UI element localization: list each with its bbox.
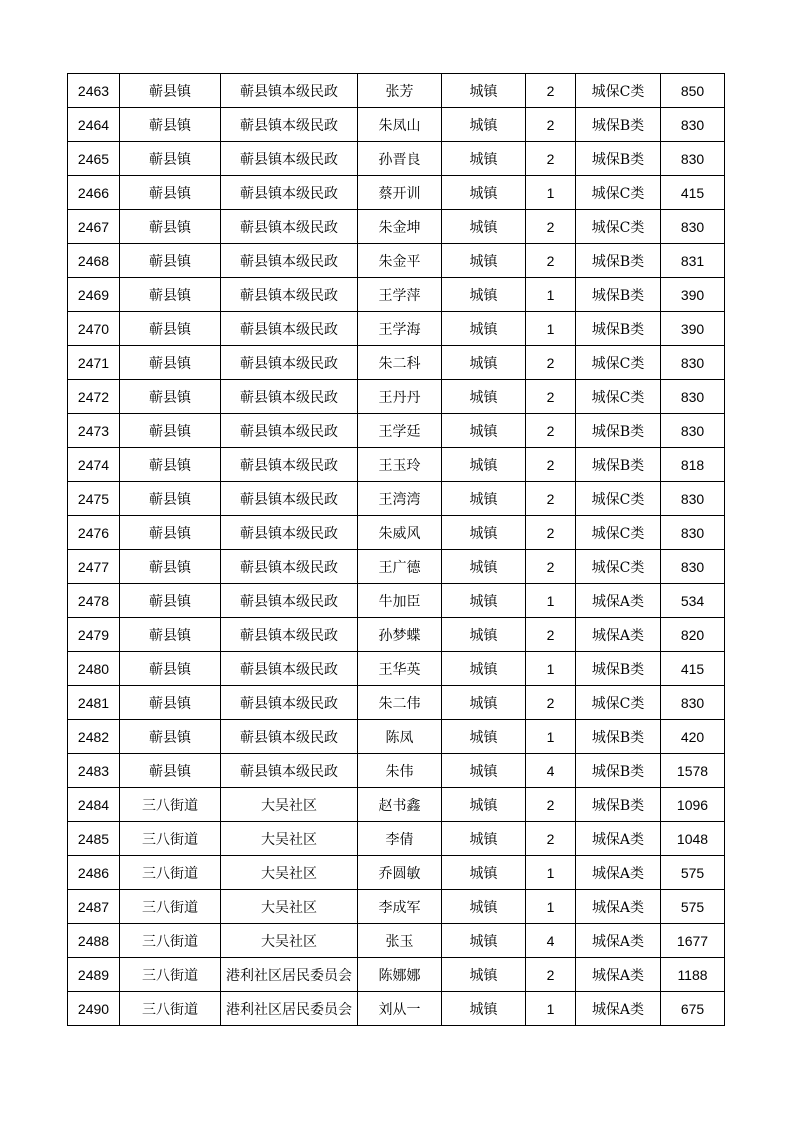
cell-id: 2472 bbox=[68, 380, 120, 414]
cell-count: 1 bbox=[526, 312, 576, 346]
cell-area: 城镇 bbox=[442, 992, 526, 1026]
cell-town: 蕲县镇 bbox=[120, 244, 221, 278]
cell-count: 2 bbox=[526, 380, 576, 414]
cell-amount: 390 bbox=[661, 278, 725, 312]
cell-count: 2 bbox=[526, 618, 576, 652]
cell-count: 2 bbox=[526, 346, 576, 380]
cell-area: 城镇 bbox=[442, 312, 526, 346]
cell-area: 城镇 bbox=[442, 618, 526, 652]
cell-category: 城保C类 bbox=[576, 176, 661, 210]
cell-category: 城保B类 bbox=[576, 754, 661, 788]
cell-name: 王丹丹 bbox=[358, 380, 442, 414]
cell-category: 城保A类 bbox=[576, 958, 661, 992]
cell-amount: 675 bbox=[661, 992, 725, 1026]
cell-count: 2 bbox=[526, 788, 576, 822]
table-row bbox=[68, 448, 725, 482]
cell-unit: 蕲县镇本级民政 bbox=[221, 618, 358, 652]
cell-town: 蕲县镇 bbox=[120, 550, 221, 584]
cell-category: 城保A类 bbox=[576, 618, 661, 652]
cell-area: 城镇 bbox=[442, 210, 526, 244]
cell-area: 城镇 bbox=[442, 686, 526, 720]
cell-area: 城镇 bbox=[442, 890, 526, 924]
cell-count: 1 bbox=[526, 720, 576, 754]
cell-unit: 港利社区居民委员会 bbox=[221, 992, 358, 1026]
table-row bbox=[68, 278, 725, 312]
cell-town: 蕲县镇 bbox=[120, 142, 221, 176]
cell-category: 城保B类 bbox=[576, 108, 661, 142]
cell-name: 王玉玲 bbox=[358, 448, 442, 482]
cell-id: 2484 bbox=[68, 788, 120, 822]
cell-unit: 蕲县镇本级民政 bbox=[221, 312, 358, 346]
cell-name: 牛加臣 bbox=[358, 584, 442, 618]
cell-name: 赵书鑫 bbox=[358, 788, 442, 822]
cell-count: 1 bbox=[526, 856, 576, 890]
cell-count: 2 bbox=[526, 686, 576, 720]
cell-count: 1 bbox=[526, 652, 576, 686]
cell-name: 张玉 bbox=[358, 924, 442, 958]
table-row bbox=[68, 788, 725, 822]
cell-area: 城镇 bbox=[442, 720, 526, 754]
cell-area: 城镇 bbox=[442, 278, 526, 312]
cell-id: 2469 bbox=[68, 278, 120, 312]
cell-unit: 港利社区居民委员会 bbox=[221, 958, 358, 992]
allowance-table bbox=[67, 73, 725, 1026]
cell-unit: 蕲县镇本级民政 bbox=[221, 380, 358, 414]
cell-town: 三八街道 bbox=[120, 924, 221, 958]
cell-area: 城镇 bbox=[442, 856, 526, 890]
cell-town: 蕲县镇 bbox=[120, 210, 221, 244]
cell-town: 蕲县镇 bbox=[120, 754, 221, 788]
cell-amount: 830 bbox=[661, 482, 725, 516]
cell-amount: 1048 bbox=[661, 822, 725, 856]
cell-area: 城镇 bbox=[442, 652, 526, 686]
cell-id: 2477 bbox=[68, 550, 120, 584]
cell-town: 蕲县镇 bbox=[120, 652, 221, 686]
cell-unit: 大吴社区 bbox=[221, 856, 358, 890]
cell-town: 蕲县镇 bbox=[120, 346, 221, 380]
cell-name: 王学廷 bbox=[358, 414, 442, 448]
cell-id: 2470 bbox=[68, 312, 120, 346]
cell-unit: 蕲县镇本级民政 bbox=[221, 448, 358, 482]
table-row bbox=[68, 958, 725, 992]
cell-name: 蔡开训 bbox=[358, 176, 442, 210]
cell-category: 城保B类 bbox=[576, 448, 661, 482]
cell-category: 城保C类 bbox=[576, 516, 661, 550]
cell-name: 朱威风 bbox=[358, 516, 442, 550]
table-row bbox=[68, 380, 725, 414]
cell-category: 城保B类 bbox=[576, 720, 661, 754]
cell-id: 2489 bbox=[68, 958, 120, 992]
table-row bbox=[68, 822, 725, 856]
table-row bbox=[68, 312, 725, 346]
cell-amount: 830 bbox=[661, 686, 725, 720]
cell-unit: 蕲县镇本级民政 bbox=[221, 414, 358, 448]
cell-id: 2473 bbox=[68, 414, 120, 448]
table-row bbox=[68, 414, 725, 448]
cell-area: 城镇 bbox=[442, 380, 526, 414]
table-row bbox=[68, 618, 725, 652]
cell-id: 2487 bbox=[68, 890, 120, 924]
cell-category: 城保C类 bbox=[576, 346, 661, 380]
cell-category: 城保A类 bbox=[576, 992, 661, 1026]
cell-amount: 830 bbox=[661, 346, 725, 380]
cell-area: 城镇 bbox=[442, 958, 526, 992]
cell-count: 1 bbox=[526, 992, 576, 1026]
cell-count: 1 bbox=[526, 176, 576, 210]
cell-id: 2479 bbox=[68, 618, 120, 652]
cell-amount: 1677 bbox=[661, 924, 725, 958]
cell-unit: 蕲县镇本级民政 bbox=[221, 142, 358, 176]
cell-town: 三八街道 bbox=[120, 788, 221, 822]
cell-amount: 830 bbox=[661, 142, 725, 176]
cell-unit: 蕲县镇本级民政 bbox=[221, 652, 358, 686]
cell-town: 蕲县镇 bbox=[120, 686, 221, 720]
cell-amount: 390 bbox=[661, 312, 725, 346]
cell-name: 朱金坤 bbox=[358, 210, 442, 244]
cell-town: 蕲县镇 bbox=[120, 516, 221, 550]
cell-category: 城保C类 bbox=[576, 550, 661, 584]
cell-unit: 大吴社区 bbox=[221, 788, 358, 822]
cell-id: 2475 bbox=[68, 482, 120, 516]
cell-name: 乔圆敏 bbox=[358, 856, 442, 890]
cell-category: 城保C类 bbox=[576, 74, 661, 108]
table-row bbox=[68, 550, 725, 584]
cell-unit: 蕲县镇本级民政 bbox=[221, 278, 358, 312]
cell-town: 三八街道 bbox=[120, 992, 221, 1026]
cell-town: 蕲县镇 bbox=[120, 108, 221, 142]
cell-unit: 蕲县镇本级民政 bbox=[221, 108, 358, 142]
cell-unit: 蕲县镇本级民政 bbox=[221, 516, 358, 550]
cell-area: 城镇 bbox=[442, 244, 526, 278]
cell-name: 朱二伟 bbox=[358, 686, 442, 720]
table-row bbox=[68, 108, 725, 142]
cell-town: 三八街道 bbox=[120, 890, 221, 924]
cell-count: 2 bbox=[526, 822, 576, 856]
cell-name: 朱伟 bbox=[358, 754, 442, 788]
cell-count: 1 bbox=[526, 584, 576, 618]
table-row bbox=[68, 856, 725, 890]
cell-id: 2478 bbox=[68, 584, 120, 618]
cell-category: 城保C类 bbox=[576, 482, 661, 516]
cell-unit: 蕲县镇本级民政 bbox=[221, 244, 358, 278]
cell-amount: 830 bbox=[661, 516, 725, 550]
table-row bbox=[68, 210, 725, 244]
cell-area: 城镇 bbox=[442, 754, 526, 788]
cell-id: 2474 bbox=[68, 448, 120, 482]
cell-count: 1 bbox=[526, 890, 576, 924]
cell-name: 朱二科 bbox=[358, 346, 442, 380]
cell-category: 城保B类 bbox=[576, 244, 661, 278]
cell-id: 2486 bbox=[68, 856, 120, 890]
cell-name: 朱凤山 bbox=[358, 108, 442, 142]
cell-name: 孙梦蝶 bbox=[358, 618, 442, 652]
cell-town: 蕲县镇 bbox=[120, 618, 221, 652]
table-row bbox=[68, 516, 725, 550]
table-row bbox=[68, 176, 725, 210]
cell-category: 城保A类 bbox=[576, 924, 661, 958]
cell-name: 孙晋良 bbox=[358, 142, 442, 176]
cell-amount: 830 bbox=[661, 550, 725, 584]
cell-name: 王广德 bbox=[358, 550, 442, 584]
table-body bbox=[68, 74, 725, 1026]
cell-name: 朱金平 bbox=[358, 244, 442, 278]
cell-count: 2 bbox=[526, 482, 576, 516]
cell-amount: 415 bbox=[661, 176, 725, 210]
cell-name: 李成军 bbox=[358, 890, 442, 924]
cell-unit: 蕲县镇本级民政 bbox=[221, 210, 358, 244]
cell-name: 王湾湾 bbox=[358, 482, 442, 516]
table-row bbox=[68, 754, 725, 788]
cell-area: 城镇 bbox=[442, 550, 526, 584]
cell-count: 4 bbox=[526, 754, 576, 788]
cell-unit: 蕲县镇本级民政 bbox=[221, 720, 358, 754]
cell-name: 王华英 bbox=[358, 652, 442, 686]
cell-amount: 820 bbox=[661, 618, 725, 652]
cell-id: 2471 bbox=[68, 346, 120, 380]
cell-count: 2 bbox=[526, 448, 576, 482]
table-row bbox=[68, 924, 725, 958]
cell-category: 城保A类 bbox=[576, 822, 661, 856]
cell-count: 2 bbox=[526, 74, 576, 108]
cell-amount: 830 bbox=[661, 414, 725, 448]
table-row bbox=[68, 720, 725, 754]
cell-name: 李倩 bbox=[358, 822, 442, 856]
cell-area: 城镇 bbox=[442, 924, 526, 958]
cell-name: 王学海 bbox=[358, 312, 442, 346]
cell-area: 城镇 bbox=[442, 414, 526, 448]
cell-unit: 蕲县镇本级民政 bbox=[221, 482, 358, 516]
cell-area: 城镇 bbox=[442, 584, 526, 618]
cell-amount: 1578 bbox=[661, 754, 725, 788]
cell-amount: 818 bbox=[661, 448, 725, 482]
cell-category: 城保A类 bbox=[576, 584, 661, 618]
cell-town: 蕲县镇 bbox=[120, 720, 221, 754]
cell-id: 2476 bbox=[68, 516, 120, 550]
cell-town: 蕲县镇 bbox=[120, 414, 221, 448]
cell-count: 1 bbox=[526, 278, 576, 312]
cell-area: 城镇 bbox=[442, 346, 526, 380]
cell-category: 城保B类 bbox=[576, 142, 661, 176]
cell-name: 陈娜娜 bbox=[358, 958, 442, 992]
cell-area: 城镇 bbox=[442, 142, 526, 176]
cell-unit: 蕲县镇本级民政 bbox=[221, 550, 358, 584]
cell-count: 2 bbox=[526, 210, 576, 244]
cell-area: 城镇 bbox=[442, 108, 526, 142]
cell-amount: 420 bbox=[661, 720, 725, 754]
cell-area: 城镇 bbox=[442, 448, 526, 482]
table-row bbox=[68, 652, 725, 686]
cell-name: 张芳 bbox=[358, 74, 442, 108]
cell-town: 三八街道 bbox=[120, 856, 221, 890]
cell-amount: 830 bbox=[661, 380, 725, 414]
cell-amount: 415 bbox=[661, 652, 725, 686]
cell-name: 王学萍 bbox=[358, 278, 442, 312]
cell-amount: 830 bbox=[661, 108, 725, 142]
cell-name: 陈凤 bbox=[358, 720, 442, 754]
cell-town: 蕲县镇 bbox=[120, 482, 221, 516]
table-row bbox=[68, 244, 725, 278]
cell-count: 2 bbox=[526, 108, 576, 142]
cell-count: 2 bbox=[526, 550, 576, 584]
cell-amount: 850 bbox=[661, 74, 725, 108]
table-row bbox=[68, 74, 725, 108]
cell-id: 2468 bbox=[68, 244, 120, 278]
cell-amount: 575 bbox=[661, 856, 725, 890]
table-row bbox=[68, 346, 725, 380]
cell-amount: 1096 bbox=[661, 788, 725, 822]
cell-count: 2 bbox=[526, 516, 576, 550]
cell-id: 2490 bbox=[68, 992, 120, 1026]
table-row bbox=[68, 992, 725, 1026]
cell-id: 2488 bbox=[68, 924, 120, 958]
cell-unit: 蕲县镇本级民政 bbox=[221, 584, 358, 618]
table-row bbox=[68, 686, 725, 720]
cell-town: 蕲县镇 bbox=[120, 312, 221, 346]
cell-unit: 大吴社区 bbox=[221, 924, 358, 958]
table-row bbox=[68, 142, 725, 176]
cell-unit: 蕲县镇本级民政 bbox=[221, 74, 358, 108]
cell-amount: 1188 bbox=[661, 958, 725, 992]
cell-unit: 大吴社区 bbox=[221, 822, 358, 856]
cell-area: 城镇 bbox=[442, 822, 526, 856]
cell-id: 2482 bbox=[68, 720, 120, 754]
cell-id: 2463 bbox=[68, 74, 120, 108]
cell-id: 2483 bbox=[68, 754, 120, 788]
cell-area: 城镇 bbox=[442, 176, 526, 210]
cell-town: 蕲县镇 bbox=[120, 448, 221, 482]
cell-category: 城保C类 bbox=[576, 686, 661, 720]
cell-count: 2 bbox=[526, 958, 576, 992]
cell-area: 城镇 bbox=[442, 516, 526, 550]
table-row bbox=[68, 482, 725, 516]
cell-town: 蕲县镇 bbox=[120, 176, 221, 210]
cell-count: 2 bbox=[526, 244, 576, 278]
cell-amount: 830 bbox=[661, 210, 725, 244]
table-row bbox=[68, 584, 725, 618]
cell-id: 2481 bbox=[68, 686, 120, 720]
cell-town: 蕲县镇 bbox=[120, 74, 221, 108]
cell-area: 城镇 bbox=[442, 788, 526, 822]
cell-category: 城保A类 bbox=[576, 856, 661, 890]
cell-category: 城保B类 bbox=[576, 278, 661, 312]
cell-area: 城镇 bbox=[442, 482, 526, 516]
cell-id: 2485 bbox=[68, 822, 120, 856]
cell-id: 2465 bbox=[68, 142, 120, 176]
cell-area: 城镇 bbox=[442, 74, 526, 108]
cell-town: 蕲县镇 bbox=[120, 278, 221, 312]
cell-count: 2 bbox=[526, 414, 576, 448]
cell-category: 城保A类 bbox=[576, 890, 661, 924]
cell-amount: 534 bbox=[661, 584, 725, 618]
cell-category: 城保B类 bbox=[576, 788, 661, 822]
cell-town: 三八街道 bbox=[120, 958, 221, 992]
cell-name: 刘从一 bbox=[358, 992, 442, 1026]
cell-unit: 蕲县镇本级民政 bbox=[221, 686, 358, 720]
cell-unit: 蕲县镇本级民政 bbox=[221, 176, 358, 210]
cell-category: 城保C类 bbox=[576, 380, 661, 414]
cell-category: 城保C类 bbox=[576, 210, 661, 244]
cell-town: 蕲县镇 bbox=[120, 584, 221, 618]
table-row bbox=[68, 890, 725, 924]
cell-category: 城保B类 bbox=[576, 312, 661, 346]
cell-id: 2466 bbox=[68, 176, 120, 210]
cell-amount: 831 bbox=[661, 244, 725, 278]
cell-count: 4 bbox=[526, 924, 576, 958]
cell-unit: 蕲县镇本级民政 bbox=[221, 346, 358, 380]
cell-id: 2467 bbox=[68, 210, 120, 244]
cell-id: 2480 bbox=[68, 652, 120, 686]
cell-amount: 575 bbox=[661, 890, 725, 924]
cell-count: 2 bbox=[526, 142, 576, 176]
cell-category: 城保B类 bbox=[576, 652, 661, 686]
cell-category: 城保B类 bbox=[576, 414, 661, 448]
cell-unit: 大吴社区 bbox=[221, 890, 358, 924]
cell-id: 2464 bbox=[68, 108, 120, 142]
cell-town: 蕲县镇 bbox=[120, 380, 221, 414]
cell-town: 三八街道 bbox=[120, 822, 221, 856]
cell-unit: 蕲县镇本级民政 bbox=[221, 754, 358, 788]
